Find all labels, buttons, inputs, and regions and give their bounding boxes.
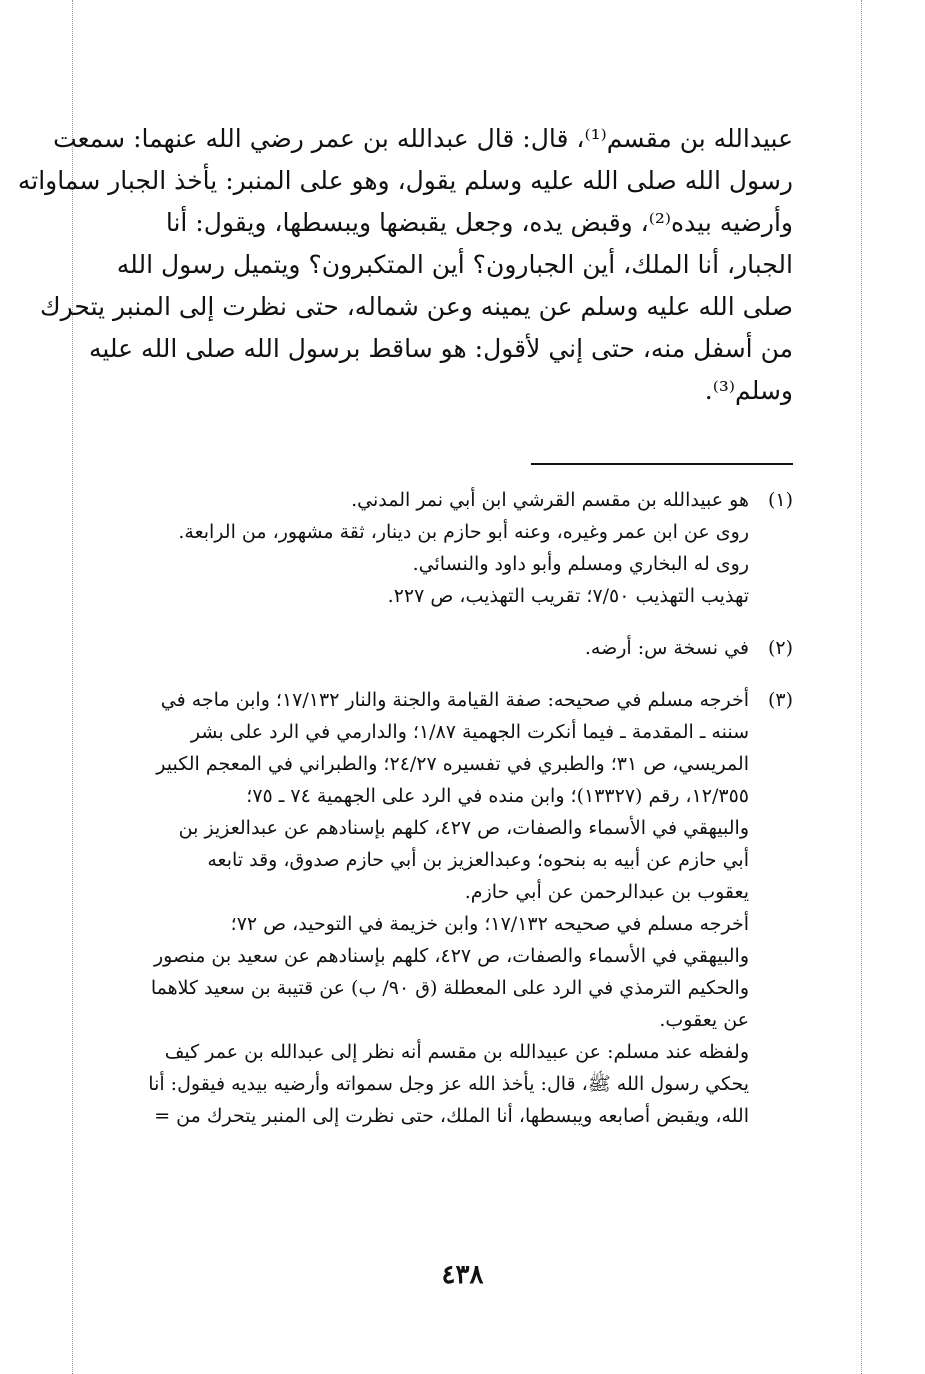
footnote-line: أخرجه مسلم في صحيحه: صفة القيامة والجنة والنار ١٧/١٣٢؛ وابن ماجه في [160, 689, 749, 711]
footnote-line: عن يعقوب. [659, 1009, 749, 1031]
scan-guide-line [72, 0, 73, 1374]
footnote-line: يحكي رسول الله ﷺ، قال: يأخذ الله عز وجل سمواته وأرضيه بيديه فيقول: أنا [148, 1073, 749, 1095]
footnote-line: والبيهقي في الأسماء والصفات، ص ٤٢٧، كلهم بإسنادهم عن عبدالعزيز بن [178, 817, 749, 839]
footnote-line: في نسخة س: أرضه. [584, 637, 749, 659]
main-text-line: وأرضيه بيده⁽²⁾، وقبض يده، وجعل يقبضها ويبسطها، ويقول: أنا [165, 208, 793, 237]
footnote-line: المريسي، ص ٣١؛ والطبري في تفسيره ٢٤/٢٧؛ والطبراني في المعجم الكبير [156, 753, 749, 775]
footnote-number: (١) [767, 489, 793, 511]
footnote-separator [531, 463, 793, 465]
footnote-line: والحكيم الترمذي في الرد على المعطلة (ق ٩٠/ ب) عن قتيبة بن سعيد كلاهما [150, 977, 749, 999]
footnote-line: ولفظه عند مسلم: عن عبيدالله بن مقسم أنه نظر إلى عبدالله بن عمر كيف [164, 1041, 749, 1063]
footnote-1 [100, 484, 793, 612]
footnote-line: سننه ـ المقدمة ـ فيما أنكرت الجهمية ١/٨٧؛ والدارمي في الرد على بشر [190, 721, 749, 743]
footnote-line: الله، ويقبض أصابعه ويبسطها، أنا الملك، حتى نظرت إلى المنبر يتحرك من = [154, 1105, 749, 1127]
footnote-number: (٢) [767, 637, 793, 659]
footnotes [100, 484, 793, 1132]
main-text-line: صلى الله عليه وسلم عن يمينه وعن شماله، حتى نظرت إلى المنبر يتحرك [40, 292, 793, 321]
main-text-line: الجبار، أنا الملك، أين الجبارون؟ أين المتكبرون؟ ويتميل رسول الله [116, 250, 793, 279]
footnote-line: أبي حازم عن أبيه به بنحوه؛ وعبدالعزيز بن أبي حازم صدوق، وقد تابعه [207, 849, 749, 871]
footnote-line: أخرجه مسلم في صحيحه ١٧/١٣٢؛ وابن خزيمة في التوحيد، ص ٧٢؛ [230, 913, 749, 935]
footnote-line: روى له البخاري ومسلم وأبو داود والنسائي. [412, 553, 749, 575]
footnote-number: (٣) [767, 689, 793, 711]
main-text-line: وسلم⁽³⁾. [704, 376, 793, 405]
footnote-2 [100, 632, 793, 664]
footnote-line: روى عن ابن عمر وغيره، وعنه أبو حازم بن دينار، ثقة مشهور، من الرابعة. [178, 521, 749, 543]
main-text-line: رسول الله صلى الله عليه وسلم يقول، وهو على المنبر: يأخذ الجبار سماواته [17, 166, 793, 195]
footnote-line: تهذيب التهذيب ٧/٥٠؛ تقريب التهذيب، ص ٢٢٧. [387, 585, 749, 607]
footnote-3 [100, 684, 793, 1132]
main-text-line: من أسفل منه، حتى إني لأقول: هو ساقط برسول الله صلى الله عليه [88, 334, 793, 363]
footnote-line: ١٢/٣٥٥، رقم (١٣٣٢٧)؛ وابن منده في الرد على الجهمية ٧٤ ـ ٧٥؛ [246, 785, 749, 807]
main-text-line: عبيدالله بن مقسم⁽¹⁾، قال: قال عبدالله بن عمر رضي الله عنهما: سمعت [53, 124, 793, 153]
page-number: ٤٣٨ [441, 1260, 484, 1290]
footnote-line: هو عبيدالله بن مقسم القرشي ابن أبي نمر المدني. [351, 489, 749, 511]
footnote-line: والبيهقي في الأسماء والصفات، ص ٤٢٧، كلهم بإسنادهم عن سعيد بن منصور [154, 945, 749, 967]
main-text-block [17, 118, 793, 412]
footnote-line: يعقوب بن عبدالرحمن عن أبي حازم. [464, 881, 749, 903]
scan-guide-line [861, 0, 862, 1374]
